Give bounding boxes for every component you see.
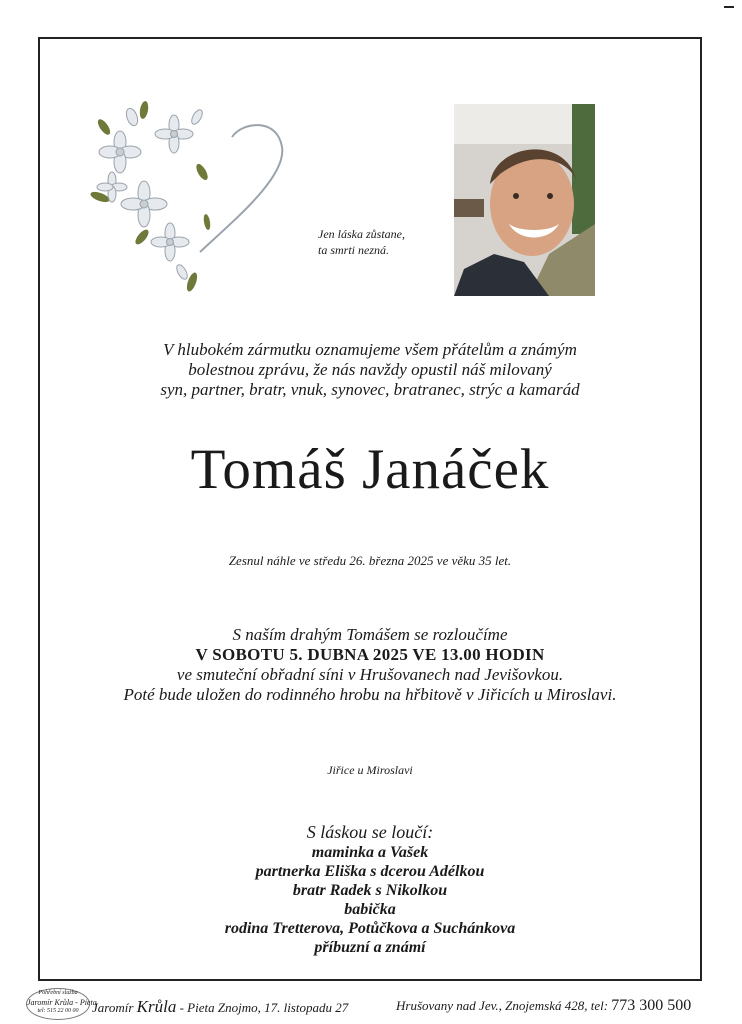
footer-phone: 773 300 500 (611, 997, 692, 1014)
logo-name-text: Jaromír Krůla - Pieta (27, 998, 97, 1007)
intro-line-3: syn, partner, bratr, vnuk, synovec, bratranec, strýc a kamarád (160, 380, 580, 399)
footer-brand: Krůla (136, 997, 177, 1016)
farewell-line-1: S naším drahým Tomášem se rozloučíme (232, 625, 508, 644)
deceased-name: Tomáš Janáček (190, 438, 550, 501)
footer-branch-znojmo (92, 997, 348, 1017)
intro-line-2: bolestnou zprávu, že nás navždy opustil náš milovaný (188, 360, 552, 379)
logo-top-text: Pohřební služba (38, 990, 78, 996)
death-notice: Zesnul náhle ve středu 26. března 2025 ve věku 35 let. (228, 553, 512, 568)
farewell-line-4: Poté bude uložen do rodinného hrobu na hřbitově v Jiřicích u Miroslavi. (123, 685, 617, 704)
footer-branch-1: - Pieta Znojmo, 17. listopadu 27 (179, 1000, 349, 1015)
mourner-item: příbuzní a známí (314, 939, 426, 956)
corner-mark (724, 6, 734, 8)
farewell-date-time: V SOBOTU 5. DUBNA 2025 VE 13.00 HODIN (195, 645, 545, 664)
portrait-photo (454, 104, 595, 296)
portrait-image (454, 104, 595, 296)
mourner-item: partnerka Eliška s dcerou Adélkou (255, 863, 485, 880)
mourners-list (38, 822, 702, 957)
funeral-service-footer (26, 988, 742, 1022)
logo-bottom-text: tel: 515 22 00 00 (37, 1008, 79, 1014)
place-of-residence: Jiřice u Miroslavi (327, 763, 413, 777)
funeral-service-logo (26, 988, 97, 1020)
intro-line-1: V hlubokém zármutku oznamujeme všem přátelům a známým (163, 340, 577, 359)
motto-line-2: ta smrti nezná. (318, 243, 390, 257)
footer-branch-hrusovany (396, 997, 691, 1015)
mourner-item: rodina Tretterova, Potůčkova a Suchánkova (224, 920, 516, 937)
intro-text (38, 340, 702, 400)
mourner-item: babička (344, 901, 396, 918)
footer-first-name: Jaromír (92, 1000, 134, 1015)
funeral-details (38, 625, 702, 705)
farewell-line-3: ve smuteční obřadní síni v Hrušovanech nad Jevišovkou. (176, 665, 564, 684)
mourner-item: maminka a Vašek (311, 844, 429, 861)
motto-line-1: Jen láska zůstane, (318, 227, 405, 241)
motto (318, 226, 405, 258)
floral-heart-icon (82, 92, 292, 302)
footer-branch-2: Hrušovany nad Jev., Znojemská 428, tel: (396, 998, 609, 1013)
mourners-heading: S láskou se loučí: (306, 822, 434, 842)
mourner-item: bratr Radek s Nikolkou (292, 882, 448, 899)
